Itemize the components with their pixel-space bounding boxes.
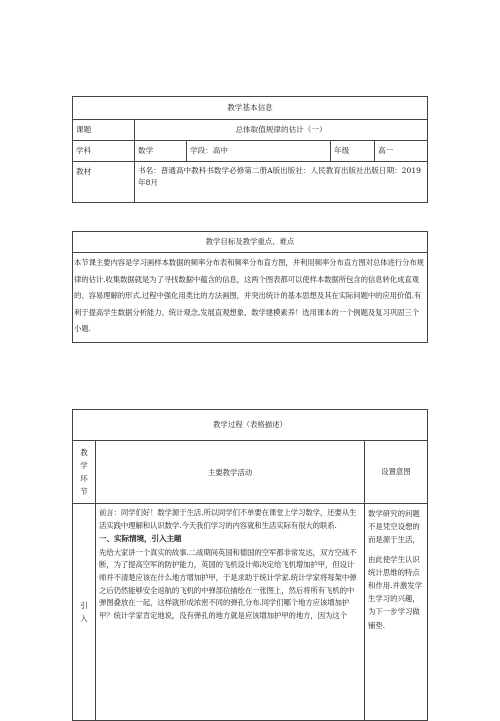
intent-text-2: 由此使学生认识统计思维的特点和作用.并激发学生学习的兴趣，为下一步学习做铺垫.: [368, 554, 423, 630]
topic-value: 总体取值规律的估计（一）: [135, 120, 428, 141]
intent-text-1: 数学研究的问题不是凭空设想的而是源于生活，: [368, 509, 420, 545]
stage-cell: [73, 504, 96, 721]
main-activity-cell: [96, 504, 365, 721]
section-heading: 一、实际情境，引入主题: [99, 534, 182, 544]
grade-label: 年级: [331, 141, 375, 162]
story-text: 先给大家讲一个真实的故事.二战期间英国和德国的空军都非常发达，双方空战不断，为了提高空军的防护能力，英国的飞机设计师决定给飞机增加护甲，但设计师并不清楚应该在什么地方增加护甲，于是求助于统计学家.统计学家将每架中弹之后仍然能够安全返航的飞机的中弹部位描绘在一张图上，然后将所有飞机的中弹图叠放在一起，这样就形成浓密不同的弹孔分布.同学们哪个地方应该增加护甲？统计学家肯定地说，没有弹孔的地方就是应该增加护甲的地方，因为这个: [99, 547, 357, 620]
topic-label: 课题: [73, 120, 135, 141]
process-table: [72, 409, 428, 721]
preface-text: 前言：同学们好！数学源于生活.所以同学们不单要在课堂上学习数学，还要从生活实践中理解和认识数学.今天我们学习的内容就和生活实际有很大的联系.: [99, 508, 357, 530]
main-activity-header: 主要教学活动: [96, 441, 365, 504]
textbook-value: 书名：普通高中教科书数学必修第二册A版出版社：人民教育出版社出版日期：2019年8月: [135, 162, 428, 203]
stage-cell-text: 引入: [80, 601, 88, 623]
subject-label: 学科: [73, 141, 135, 162]
goals-title: 教学目标及教学重点、难点: [73, 232, 428, 253]
stage-label: 学段：高中: [187, 141, 331, 162]
goals-table: [72, 231, 428, 343]
intent-cell: [365, 504, 428, 721]
intent-header: 设置意图: [365, 441, 428, 504]
grade-value: 高一: [375, 141, 428, 162]
basic-info-table: [72, 96, 428, 203]
basic-info-title: 教学基本信息: [73, 97, 428, 120]
goals-paragraph: 本节课主要内容是学习画样本数据的频率分布表和频率分布直方图，并利用频率分布直方图对总体进行分布规律的估计.收集数据就是为了寻找数据中蕴含的信息，这两个图表都可以使样本数据所包含的信息转化成直观的、容易理解的形式.过程中强化用类比的方法画图，并突出统计的基本思想及其在实际问题中的应用价值.有利于提高学生数据分析能力、统计观念,发展直观想象、数学建模素养！选用课本的一个例题及复习巩固三个小题.: [73, 253, 428, 343]
textbook-label: 教材: [73, 162, 135, 203]
stage-header-text: 教学环节: [80, 448, 88, 496]
subject-value: 数学: [135, 141, 187, 162]
process-title: 教学过程（表格描述）: [73, 410, 428, 441]
stage-column-header: [73, 441, 96, 504]
